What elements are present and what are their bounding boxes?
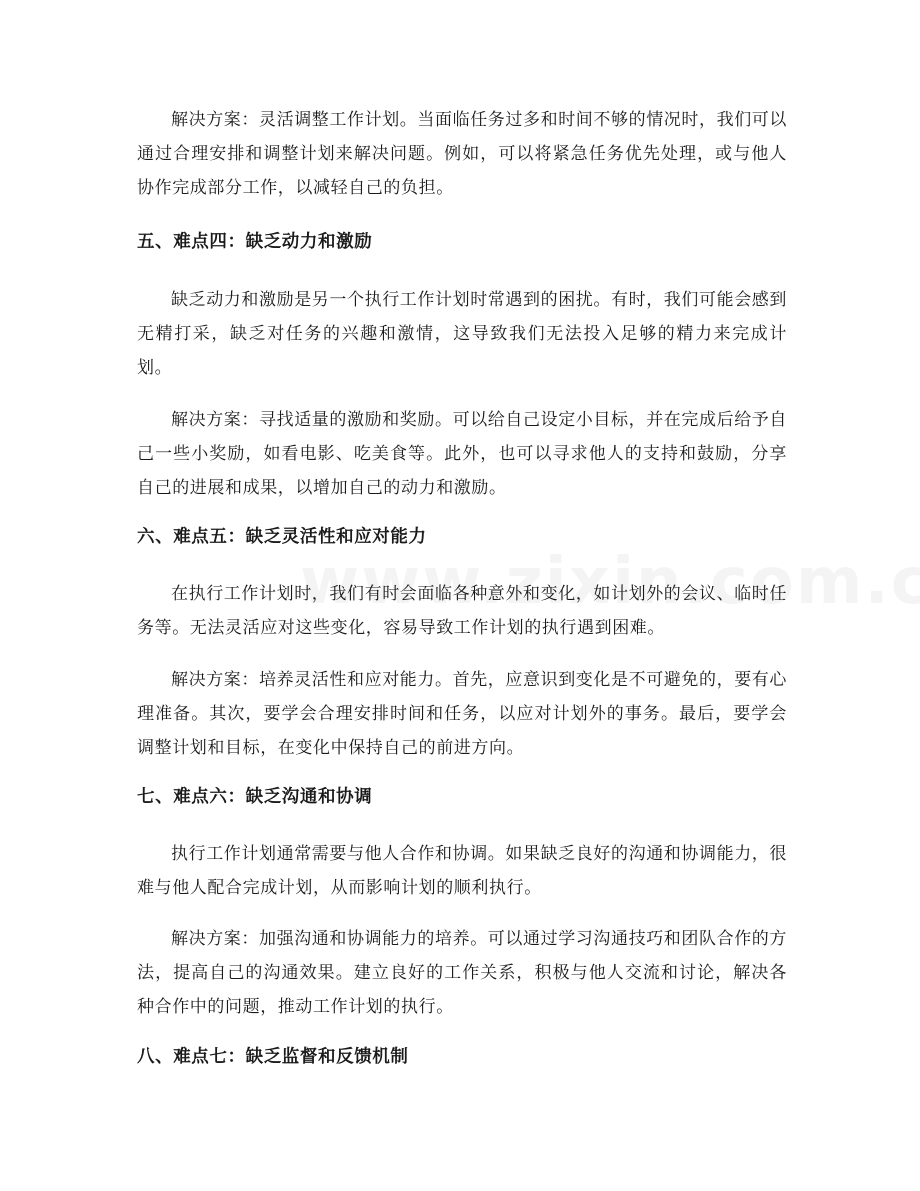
paragraph-solution-6: 解决方案：加强沟通和协调能力的培养。可以通过学习沟通技巧和团队合作的方法，提高自己的沟通效果。建立良好的工作关系，积极与他人交流和讨论，解决各种合作中的问题，推动工作计划的执行。 [137, 929, 787, 1017]
heading-section-6: 六、难点五：缺乏灵活性和应对能力 [137, 527, 427, 547]
paragraph-difficulty-5: 在执行工作计划时，我们有时会面临各种意外和变化，如计划外的会议、临时任务等。无法灵活应对这些变化，容易导致工作计划的执行遇到困难。 [137, 584, 787, 638]
heading-section-5: 五、难点四：缺乏动力和激励 [137, 232, 373, 252]
heading-section-7: 七、难点六：缺乏沟通和协调 [137, 787, 373, 807]
paragraph-difficulty-6: 执行工作计划通常需要与他人合作和协调。如果缺乏良好的沟通和协调能力，很难与他人配合完成计划，从而影响计划的顺利执行。 [137, 844, 787, 898]
paragraph-solution-5: 解决方案：培养灵活性和应对能力。首先，应意识到变化是不可避免的，要有心理准备。其次，要学会合理安排时间和任务，以应对计划外的事务。最后，要学会调整计划和目标，在变化中保持自己的前进方向。 [137, 670, 787, 758]
heading-section-8: 八、难点七：缺乏监督和反馈机制 [137, 1047, 409, 1067]
paragraph-difficulty-4: 缺乏动力和激励是另一个执行工作计划时常遇到的困扰。有时，我们可能会感到无精打采，缺乏对任务的兴趣和激情，这导致我们无法投入足够的精力来完成计划。 [137, 290, 787, 378]
paragraph-solution-3: 解决方案：灵活调整工作计划。当面临任务过多和时间不够的情况时，我们可以通过合理安排和调整计划来解决问题。例如，可以将紧急任务优先处理，或与他人协作完成部分工作，以减轻自己的负担。 [137, 110, 787, 198]
paragraph-solution-4: 解决方案：寻找适量的激励和奖励。可以给自己设定小目标，并在完成后给予自己一些小奖励，如看电影、吃美食等。此外，也可以寻求他人的支持和鼓励，分享自己的进展和成果，以增加自己的动力和激励。 [137, 410, 787, 498]
